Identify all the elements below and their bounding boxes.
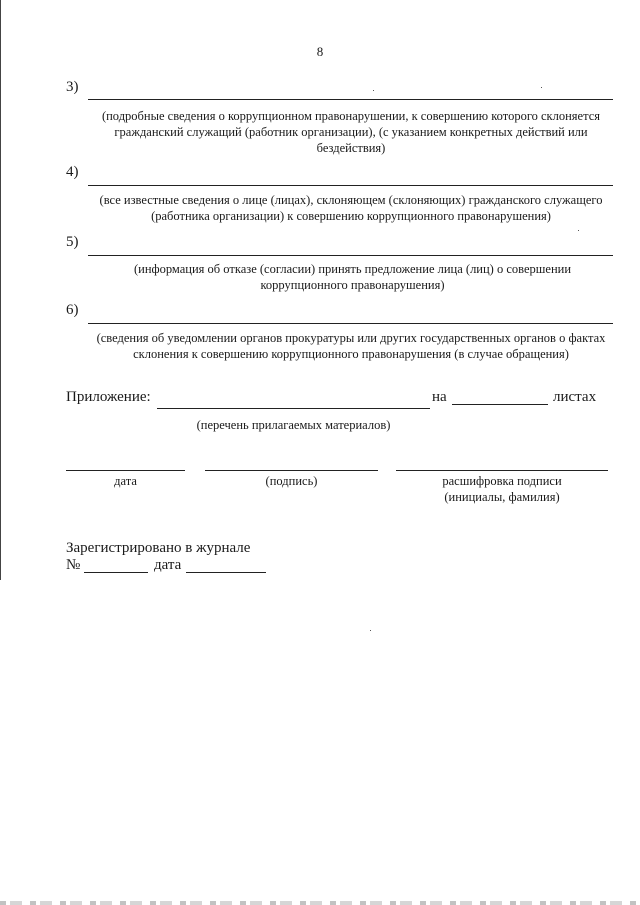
item-caption: (информация об отказе (согласии) принять предложение лица (лиц) о совершении коррупционного правонарушения): [133, 262, 572, 292]
item-caption: (сведения об уведомлении органов прокуратуры или других государственных органов о фактах склонения к совершению коррупционного правонарушения (в случае обращения): [96, 331, 606, 361]
sheets-count-line[interactable]: [452, 404, 548, 405]
item-number: 6): [66, 302, 79, 318]
registration-date-line[interactable]: [186, 572, 266, 573]
attachment-sheets: листах: [553, 389, 597, 405]
fill-line[interactable]: [88, 99, 613, 100]
fill-line[interactable]: [88, 255, 613, 256]
attachment-label: Приложение:: [66, 389, 151, 405]
scan-artifact-bar: [0, 901, 640, 905]
item-number: 4): [66, 164, 79, 180]
scan-edge: [0, 0, 1, 580]
date-caption: дата: [114, 474, 137, 488]
decode-line[interactable]: [396, 470, 608, 471]
scan-speck: [370, 630, 371, 631]
decode-sublabel: (инициалы, фамилия): [444, 490, 560, 504]
scan-speck: [578, 230, 579, 231]
date-line[interactable]: [66, 470, 185, 471]
item-number: 5): [66, 234, 79, 250]
fill-line[interactable]: [88, 323, 613, 324]
item-caption: (подробные сведения о коррупционном правонарушении, к совершению которого склоняется гражданский служащий (работник организации), (с указанием конкретных действий или бездействия): [101, 109, 601, 155]
decode-caption: [396, 473, 608, 505]
item-caption: (все известные сведения о лице (лицах), склоняющем (склоняющих) гражданского служащего (работника организации) к совершению коррупционного правонарушения): [99, 193, 603, 223]
scan-speck: [541, 87, 542, 88]
scan-speck: [373, 90, 374, 91]
signature-caption: (подпись): [265, 474, 318, 488]
signature-line[interactable]: [205, 470, 378, 471]
attachment-on: на: [432, 389, 447, 405]
item-number: 3): [66, 79, 79, 95]
attachment-line[interactable]: [157, 408, 430, 409]
registration-no-line[interactable]: [84, 572, 148, 573]
registration-title: Зарегистрировано в журнале: [66, 540, 251, 556]
page-number: 8: [316, 44, 324, 59]
registration-no-label: №: [66, 557, 81, 573]
decode-label: расшифровка подписи: [442, 474, 562, 488]
attachment-caption: (перечень прилагаемых материалов): [196, 418, 391, 432]
fill-line[interactable]: [88, 185, 613, 186]
registration-date-label: дата: [154, 557, 182, 573]
